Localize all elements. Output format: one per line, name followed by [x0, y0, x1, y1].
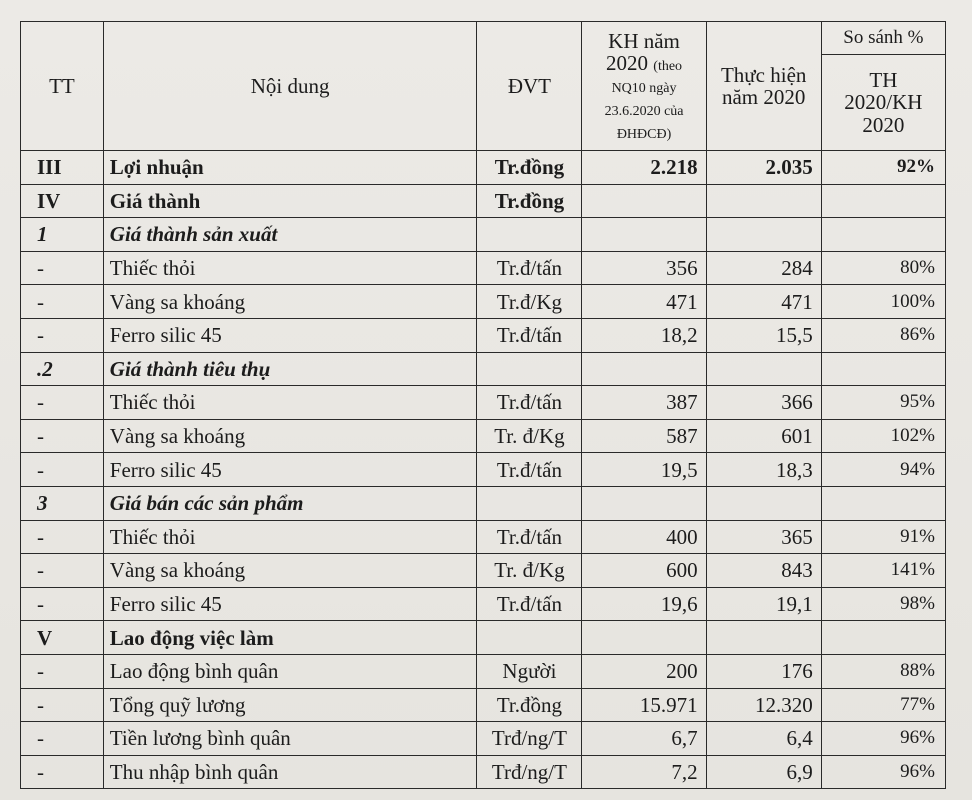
row-thuc-hien: 6,9 — [706, 755, 821, 789]
row-dvt: Tr.đ/tấn — [477, 587, 582, 621]
row-ke-hoach: 471 — [582, 285, 706, 319]
row-dvt: Tr.đ/tấn — [477, 520, 582, 554]
table-row — [21, 251, 946, 285]
header-ke-hoach-note: (theo NQ10 ngày 23.6.2020 của ĐHĐCĐ) — [604, 58, 684, 142]
row-dvt — [477, 486, 582, 520]
table-row — [21, 218, 946, 252]
table-row — [21, 318, 946, 352]
row-noi-dung: Vàng sa khoáng — [103, 285, 477, 319]
row-ke-hoach: 18,2 — [582, 318, 706, 352]
row-tt: .2 — [21, 352, 104, 386]
row-tt: V — [21, 621, 104, 655]
table-row — [21, 688, 946, 722]
row-so-sanh: 94% — [821, 453, 945, 487]
row-dvt: Người — [477, 654, 582, 688]
row-thuc-hien — [706, 184, 821, 218]
table-row — [21, 520, 946, 554]
table-row — [21, 621, 946, 655]
row-thuc-hien: 6,4 — [706, 722, 821, 756]
row-dvt: Tr. đ/Kg — [477, 419, 582, 453]
row-so-sanh: 77% — [821, 688, 945, 722]
row-ke-hoach: 600 — [582, 554, 706, 588]
row-so-sanh: 80% — [821, 251, 945, 285]
row-dvt: Tr.đồng — [477, 688, 582, 722]
header-noi-dung: Nội dung — [103, 22, 477, 151]
row-so-sanh: 102% — [821, 419, 945, 453]
row-noi-dung: Giá bán các sản phẩm — [103, 486, 477, 520]
row-ke-hoach: 387 — [582, 386, 706, 420]
row-thuc-hien: 843 — [706, 554, 821, 588]
row-tt: 1 — [21, 218, 104, 252]
header-tt: TT — [21, 22, 104, 151]
row-dvt: Tr.đồng — [477, 151, 582, 185]
row-noi-dung: Thiếc thỏi — [103, 520, 477, 554]
row-ke-hoach: 15.971 — [582, 688, 706, 722]
table-row — [21, 352, 946, 386]
row-thuc-hien — [706, 352, 821, 386]
row-thuc-hien: 366 — [706, 386, 821, 420]
row-ke-hoach: 587 — [582, 419, 706, 453]
row-thuc-hien: 19,1 — [706, 587, 821, 621]
row-ke-hoach — [582, 486, 706, 520]
table-row — [21, 419, 946, 453]
row-ke-hoach — [582, 352, 706, 386]
row-noi-dung: Ferro silic 45 — [103, 453, 477, 487]
row-dvt: Trđ/ng/T — [477, 755, 582, 789]
row-so-sanh: 96% — [821, 755, 945, 789]
table-row — [21, 486, 946, 520]
row-dvt: Tr.đ/tấn — [477, 251, 582, 285]
row-tt: - — [21, 251, 104, 285]
row-ke-hoach: 2.218 — [582, 151, 706, 185]
header-ke-hoach-main: KH năm 2020 — [606, 28, 680, 75]
row-noi-dung: Giá thành tiêu thụ — [103, 352, 477, 386]
row-ke-hoach: 200 — [582, 654, 706, 688]
row-thuc-hien — [706, 621, 821, 655]
row-noi-dung: Vàng sa khoáng — [103, 419, 477, 453]
row-so-sanh: 141% — [821, 554, 945, 588]
row-so-sanh: 91% — [821, 520, 945, 554]
row-thuc-hien: 15,5 — [706, 318, 821, 352]
row-ke-hoach: 6,7 — [582, 722, 706, 756]
row-so-sanh: 96% — [821, 722, 945, 756]
table-row — [21, 654, 946, 688]
table-row — [21, 285, 946, 319]
row-dvt: Tr.đ/tấn — [477, 453, 582, 487]
row-thuc-hien: 284 — [706, 251, 821, 285]
row-tt: - — [21, 688, 104, 722]
table-row — [21, 453, 946, 487]
row-dvt: Tr.đ/tấn — [477, 386, 582, 420]
row-ke-hoach: 19,6 — [582, 587, 706, 621]
row-so-sanh — [821, 486, 945, 520]
row-thuc-hien: 2.035 — [706, 151, 821, 185]
row-dvt: Tr. đ/Kg — [477, 554, 582, 588]
row-tt: - — [21, 285, 104, 319]
header-dvt: ĐVT — [477, 22, 582, 151]
row-tt: IV — [21, 184, 104, 218]
row-thuc-hien: 365 — [706, 520, 821, 554]
header-thuc-hien: Thực hiện năm 2020 — [706, 22, 821, 151]
row-tt: - — [21, 419, 104, 453]
row-tt: III — [21, 151, 104, 185]
row-thuc-hien — [706, 486, 821, 520]
row-so-sanh: 100% — [821, 285, 945, 319]
row-noi-dung: Thiếc thỏi — [103, 386, 477, 420]
row-ke-hoach: 356 — [582, 251, 706, 285]
header-so-sanh-sub: TH 2020/KH 2020 — [821, 55, 945, 151]
row-tt: - — [21, 554, 104, 588]
row-noi-dung: Thiếc thỏi — [103, 251, 477, 285]
row-dvt — [477, 621, 582, 655]
row-ke-hoach — [582, 218, 706, 252]
row-noi-dung: Vàng sa khoáng — [103, 554, 477, 588]
row-noi-dung: Lao động bình quân — [103, 654, 477, 688]
row-thuc-hien: 176 — [706, 654, 821, 688]
row-tt: - — [21, 755, 104, 789]
row-dvt — [477, 218, 582, 252]
table-row — [21, 386, 946, 420]
row-tt: - — [21, 520, 104, 554]
row-so-sanh — [821, 621, 945, 655]
row-thuc-hien: 601 — [706, 419, 821, 453]
row-tt: - — [21, 722, 104, 756]
row-noi-dung: Thu nhập bình quân — [103, 755, 477, 789]
row-tt: - — [21, 386, 104, 420]
row-noi-dung: Tiền lương bình quân — [103, 722, 477, 756]
row-noi-dung: Giá thành sản xuất — [103, 218, 477, 252]
row-thuc-hien — [706, 218, 821, 252]
row-tt: - — [21, 318, 104, 352]
row-noi-dung: Ferro silic 45 — [103, 587, 477, 621]
row-noi-dung: Tổng quỹ lương — [103, 688, 477, 722]
row-tt: 3 — [21, 486, 104, 520]
table-row — [21, 554, 946, 588]
header-ke-hoach — [582, 22, 706, 151]
table-row — [21, 151, 946, 185]
row-dvt: Trđ/ng/T — [477, 722, 582, 756]
table-row — [21, 184, 946, 218]
row-so-sanh: 88% — [821, 654, 945, 688]
header-so-sanh: So sánh % — [821, 22, 945, 55]
row-noi-dung: Lao động việc làm — [103, 621, 477, 655]
table-body — [21, 151, 946, 789]
row-noi-dung: Lợi nhuận — [103, 151, 477, 185]
row-ke-hoach — [582, 621, 706, 655]
row-ke-hoach — [582, 184, 706, 218]
row-so-sanh: 95% — [821, 386, 945, 420]
row-ke-hoach: 7,2 — [582, 755, 706, 789]
row-dvt — [477, 352, 582, 386]
table-row — [21, 722, 946, 756]
row-so-sanh — [821, 352, 945, 386]
row-so-sanh — [821, 184, 945, 218]
row-tt: - — [21, 453, 104, 487]
table-row — [21, 755, 946, 789]
row-ke-hoach: 400 — [582, 520, 706, 554]
row-thuc-hien: 471 — [706, 285, 821, 319]
row-dvt: Tr.đ/tấn — [477, 318, 582, 352]
row-thuc-hien: 18,3 — [706, 453, 821, 487]
row-noi-dung: Ferro silic 45 — [103, 318, 477, 352]
row-so-sanh: 98% — [821, 587, 945, 621]
row-tt: - — [21, 587, 104, 621]
row-dvt: Tr.đồng — [477, 184, 582, 218]
row-thuc-hien: 12.320 — [706, 688, 821, 722]
row-noi-dung: Giá thành — [103, 184, 477, 218]
report-table — [20, 21, 946, 789]
row-dvt: Tr.đ/Kg — [477, 285, 582, 319]
row-so-sanh: 92% — [821, 151, 945, 185]
row-so-sanh: 86% — [821, 318, 945, 352]
row-tt: - — [21, 654, 104, 688]
table-row — [21, 587, 946, 621]
row-so-sanh — [821, 218, 945, 252]
row-ke-hoach: 19,5 — [582, 453, 706, 487]
